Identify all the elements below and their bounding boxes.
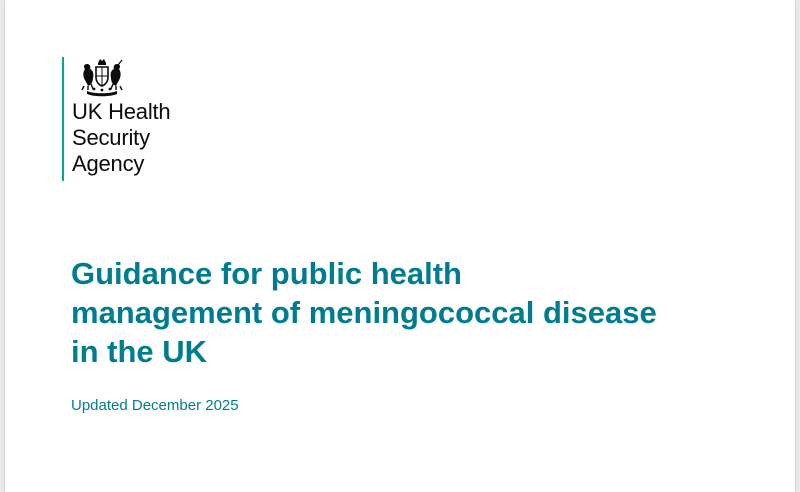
- organisation-name-line: UK Health: [72, 99, 171, 124]
- royal-coat-of-arms-icon: [79, 57, 125, 97]
- document-title-line: in the UK: [71, 334, 208, 369]
- organisation-name-line: Security: [72, 125, 150, 150]
- document-title: [71, 254, 771, 371]
- document-title-line: management of meningococcal disease: [71, 295, 657, 330]
- document-page: [5, 0, 795, 492]
- organisation-logo: [62, 57, 170, 181]
- organisation-name: [72, 99, 170, 177]
- document-title-line: Guidance for public health: [71, 256, 462, 291]
- updated-date: Updated December 2025: [71, 397, 239, 414]
- organisation-name-line: Agency: [72, 151, 145, 176]
